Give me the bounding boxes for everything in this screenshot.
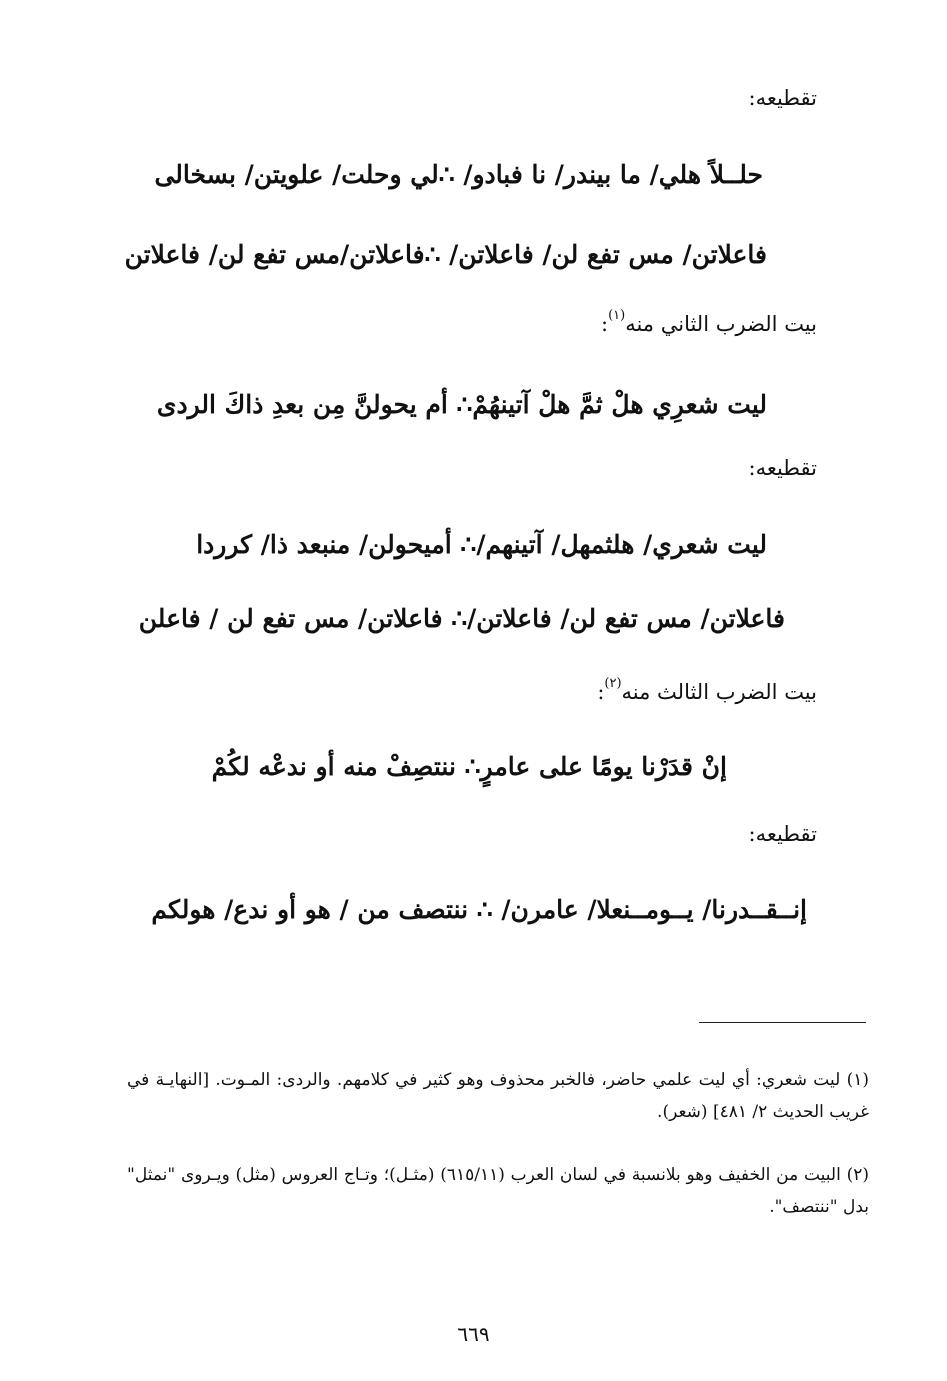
verse-3: إنْ قدَرْنا يومًا على عامرٍ∴ ننتصِفْ منه أو ندعْه لكُمْ [211,752,727,781]
footnote-separator [699,1022,866,1023]
page-number: ٦٦٩ [457,1322,490,1346]
section-heading-3-text: بيت الضرب الثالث منه [621,680,817,704]
section-heading-2-colon: : [600,312,609,336]
verse-2: ليت شعرِي هلْ ثمَّ هلْ آتينهُمْ∴ أم يحولنَّ مِن بعدِ ذاكَ الردى [156,390,767,419]
section-heading-2 [600,308,817,336]
footnote-2: (٢) البيت من الخفيف وهو بلانسبة في لسان العرب (٦١٥/١١) (مثـل)؛ وتـاج العروس (مثل) ويـروى "نمثل" بدل "ننتصف". [127,1165,869,1217]
scansion-label-1: تقطيعه: [748,86,817,110]
scansion-label-2: تقطيعه: [748,456,817,480]
section-heading-2-text: بيت الضرب الثاني منه [625,312,817,336]
verse-2-scansion-letters: ليت شعري/ هلثمهل/ آتينهم/∴ أميحولن/ منبعد ذا/ كرردا [196,530,767,559]
footnote-1: (١) ليت شعري: أي ليت علمي حاضر، فالخبر محذوف وهو كثير في كلامهم. والردى: المـوت. [النهايـة في غريب الحديث ٢/ ٤٨١] (شعر). [127,1070,869,1122]
section-heading-3-colon: : [597,680,605,704]
verse-1-scansion-letters: حلــلاً هلي/ ما بيندر/ نا فبادو/ ∴لي وحلت/ علويتن/ بسخالى [154,160,763,189]
verse-2-scansion-meter: فاعلاتن/ مس تفع لن/ فاعلاتن/∴ فاعلاتن/ مس تفع لن / فاعلن [138,604,785,633]
footnote-ref-2: (٢) [604,676,622,691]
scansion-label-3: تقطيعه: [748,822,817,846]
verse-1-scansion-meter: فاعلاتن/ مس تفع لن/ فاعلاتن/ ∴فاعلاتن/مس تفع لن/ فاعلاتن [124,240,767,269]
section-heading-3 [597,676,817,704]
footnote-ref-1: (١) [608,308,626,323]
verse-3-scansion: إنــقــدرنا/ يــومــنعلا/ عامرن/ ∴ ننتصف من / هو أو ندع/ هولكم [151,895,807,924]
